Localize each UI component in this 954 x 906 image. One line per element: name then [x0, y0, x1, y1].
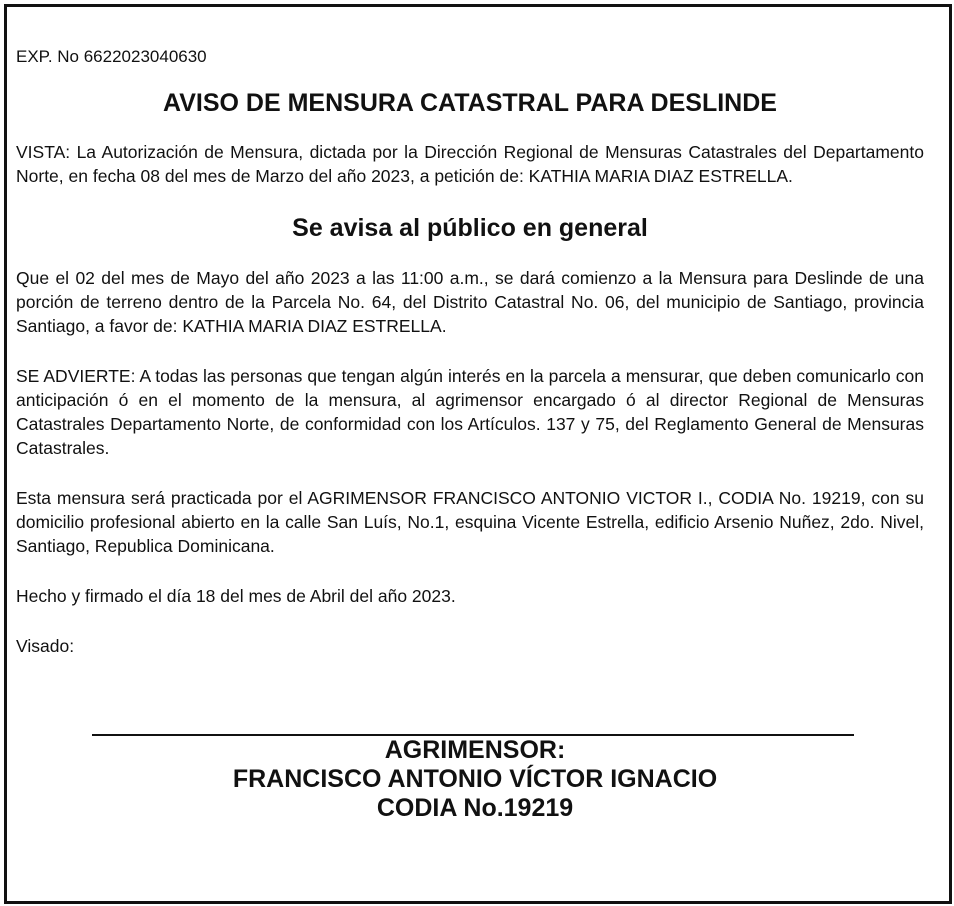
signature-block: [4, 736, 946, 823]
vista-paragraph: VISTA: La Autorización de Mensura, dictada por la Dirección Regional de Mensuras Catastrales del Departamento Norte, en fecha 08 del mes de Marzo del año 2023, a petición de: KATHIA MARIA DIAZ ESTRELLA.: [16, 142, 924, 186]
notice-title: AVISO DE MENSURA CATASTRAL PARA DESLINDE: [163, 89, 777, 117]
warning-paragraph: SE ADVIERTE: A todas las personas que tengan algún interés en la parcela a mensurar, que deben comunicarlo con anticipación ó en el momento de la mensura, al agrimensor encargado ó al director Regional de Mensuras Catastrales Departamento Norte, de conformidad con los Artículos. 137 y 75, del Reglamento General de Mensuras Catastrales.: [16, 366, 924, 458]
notice-subtitle: Se avisa al público en general: [292, 214, 648, 242]
expediente-number: EXP. No 6622023040630: [16, 47, 207, 66]
signature-name: FRANCISCO ANTONIO VÍCTOR IGNACIO: [232, 765, 718, 793]
survey-date-paragraph: Que el 02 del mes de Mayo del año 2023 a las 11:00 a.m., se dará comienzo a la Mensura para Deslinde de una porción de terreno dentro de la Parcela No. 64, del Distrito Catastral No. 06, del municipio de Santiago, provincia Santiago, a favor de: KATHIA MARIA DIAZ ESTRELLA.: [16, 268, 924, 336]
notice-body: [16, 46, 924, 658]
signature-codia: CODIA No.19219: [376, 794, 574, 822]
visado-label: Visado:: [16, 636, 75, 656]
signature-role: AGRIMENSOR:: [384, 736, 566, 764]
surveyor-paragraph: Esta mensura será practicada por el AGRIMENSOR FRANCISCO ANTONIO VICTOR I., CODIA No. 19219, con su domicilio profesional abierto en la calle San Luís, No.1, esquina Vicente Estrella, edificio Arsenio Nuñez, 2do. Nivel, Santiago, Republica Dominicana.: [16, 488, 924, 556]
signed-date-paragraph: Hecho y firmado el día 18 del mes de Abril del año 2023.: [16, 586, 456, 606]
